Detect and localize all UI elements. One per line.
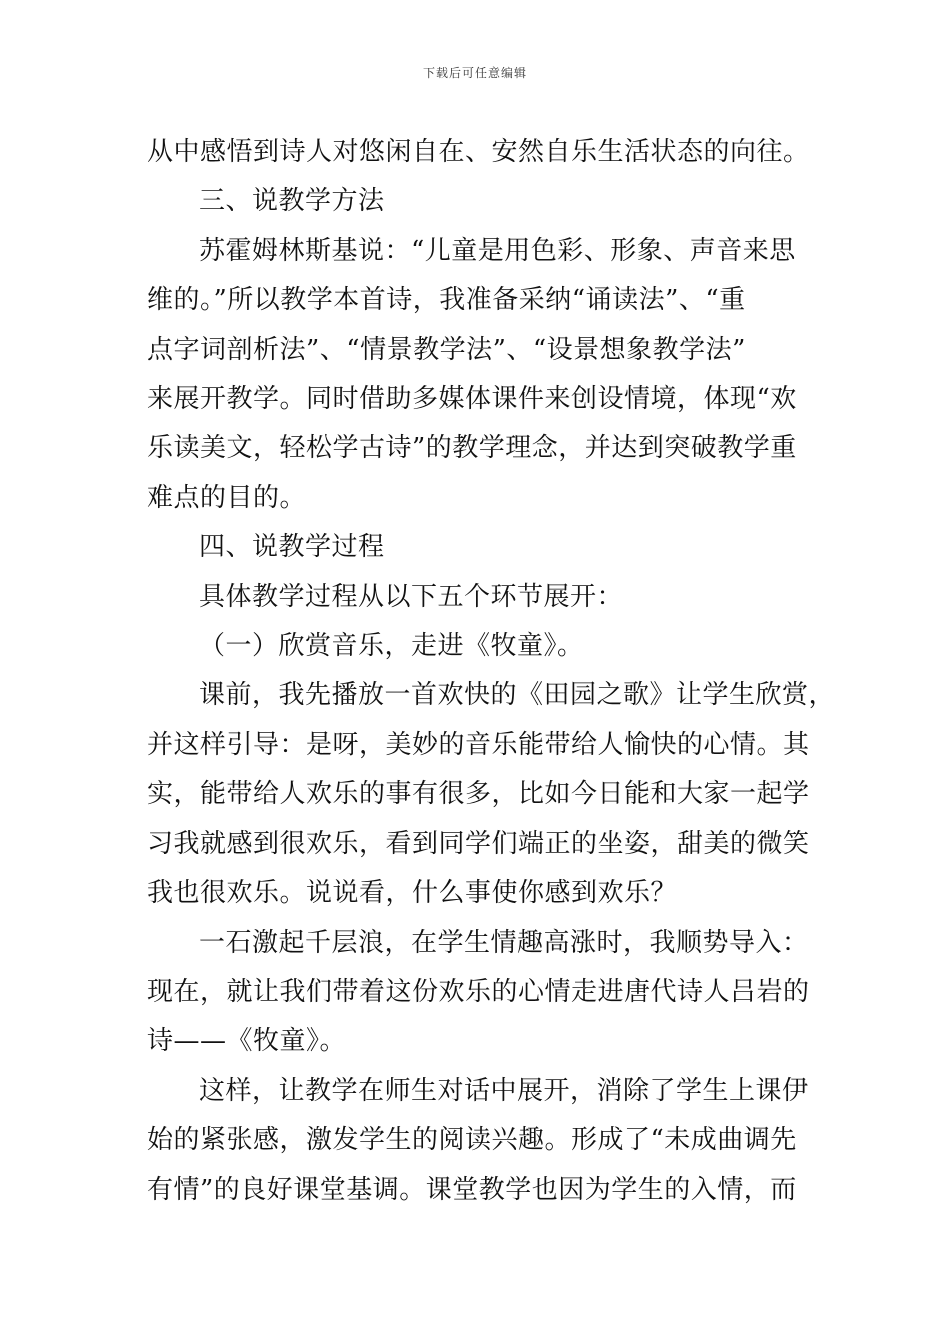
text-line: 苏霍姆林斯基说：“儿童是用色彩、形象、声音来思 <box>199 235 796 266</box>
text-line: 从中感悟到诗人对悠闲自在、安然自乐生活状态的向往。 <box>147 137 810 167</box>
text-line: 实，能带给人欢乐的事有很多，比如今日能和大家一起学 <box>147 779 810 810</box>
text-line: 乐读美文，轻松学古诗”的教学理念，并达到突破教学重 <box>147 433 797 464</box>
text-line: （一）欣赏音乐，走进《牧童》。 <box>199 631 584 662</box>
text-line: 难点的目的。 <box>147 482 307 513</box>
text-line: 并这样引导：是呀，美妙的音乐能带给人愉快的心情。其 <box>147 729 810 760</box>
text-line: 维的。”所以教学本首诗，我准备采纳“诵读法”、“重 <box>147 285 746 316</box>
text-line: 课前，我先播放一首欢快的《田园之歌》让学生欣赏， <box>199 680 836 711</box>
text-line: 诗——《牧童》。 <box>147 1026 347 1057</box>
text-line: 来展开教学。同时借助多媒体课件来创设情境，体现“欢 <box>147 384 797 415</box>
text-line: 四、说教学过程 <box>199 532 385 563</box>
page-header-note: 下载后可任意编辑 <box>422 66 527 80</box>
text-line: 习我就感到很欢乐，看到同学们端正的坐姿，甜美的微笑 <box>147 828 810 859</box>
text-line: 我也很欢乐。说说看，什么事使你感到欢乐？ <box>147 878 678 909</box>
text-line: 有情”的良好课堂基调。课堂教学也因为学生的入情，而 <box>147 1174 797 1205</box>
text-line: 点字词剖析法”、“情景教学法”、“设景想象教学法” <box>147 334 746 365</box>
text-line: 现在，就让我们带着这份欢乐的心情走进唐代诗人吕岩的 <box>147 976 810 1007</box>
text-line: 三、说教学方法 <box>199 186 385 217</box>
text-line: 这样，让教学在师生对话中展开，消除了学生上课伊 <box>199 1075 809 1106</box>
document-body <box>147 128 836 1215</box>
text-line: 始的紧张感，激发学生的阅读兴趣。形成了“未成曲调先 <box>147 1125 797 1156</box>
text-line: 一石激起千层浪，在学生情趣高涨时，我顺势导入： <box>199 927 809 958</box>
text-line: 具体教学过程从以下五个环节展开： <box>199 581 624 612</box>
